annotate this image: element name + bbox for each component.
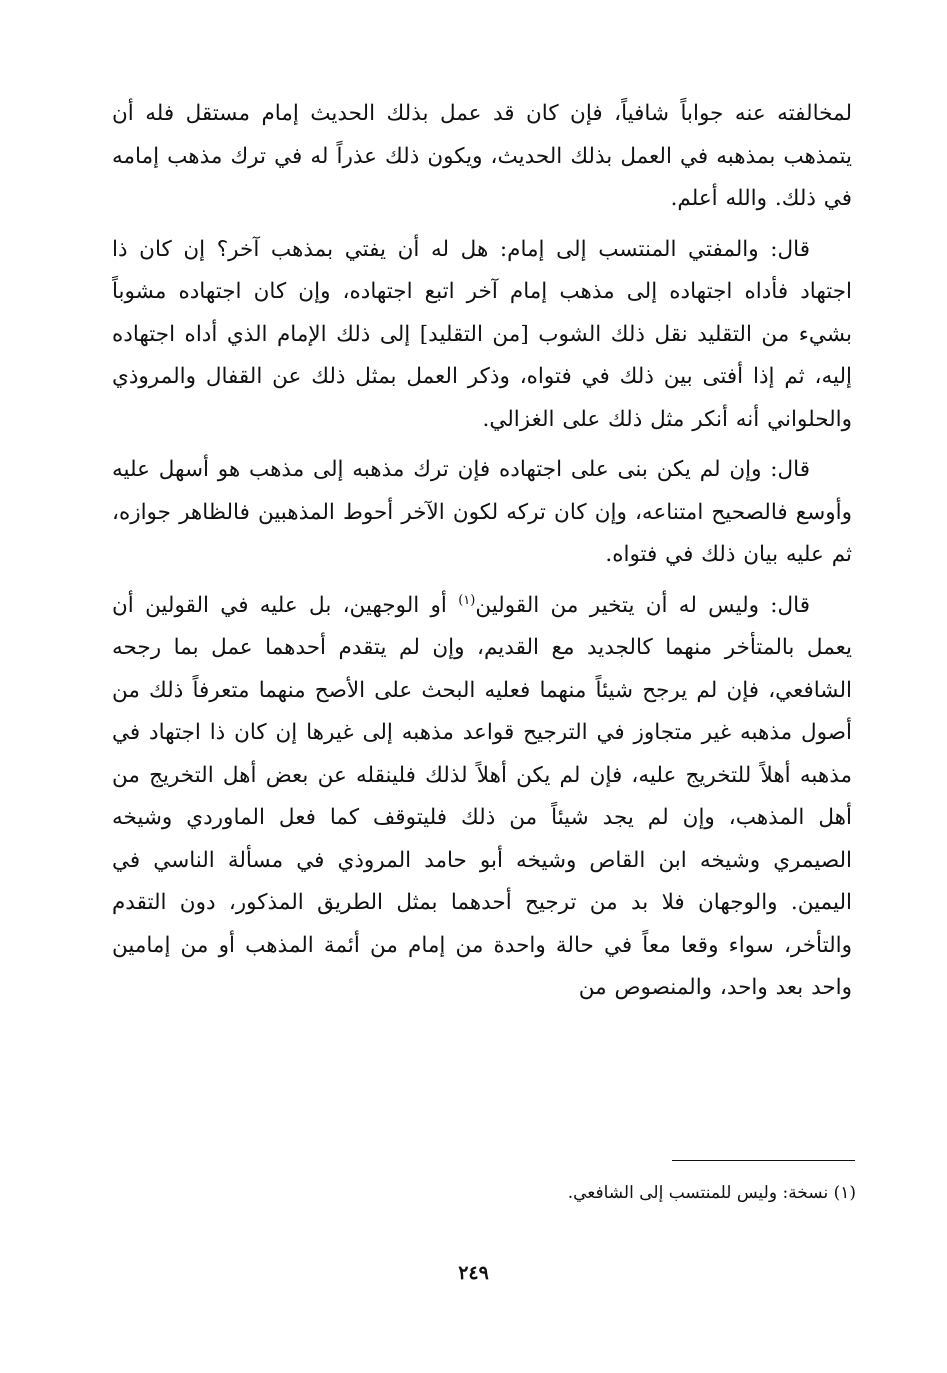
footnote: (١) نسخة: وليس للمنتسب إلى الشافعي. xyxy=(567,1183,856,1203)
page-number: ٢٤٩ xyxy=(458,1262,489,1284)
paragraph-4 xyxy=(112,585,852,1010)
main-text xyxy=(112,93,852,1018)
paragraph-4-rest: أو الوجهين، بل عليه في القولين أن يعمل بالمتأخر منهما كالجديد مع القديم، وإن لم يتقدم أحدهما عمل بما رجحه الشافعي، فإن لم يرجح شيئاً منهما فعليه البحث على الأصح منهما متعرفاً ذلك من أصول مذهبه غير متجاوز في الترجيح قواعد مذهبه إلى غيرها إن كان ذا اجتهاد في مذهبه أهلاً للتخريج عليه، فإن لم يكن أهلاً لذلك فلينقله عن بعض أهل التخريج من أهل المذهب، وإن لم يجد شيئاً من ذلك فليتوقف كما فعل الماوردي وشيخه الصيمري وشيخه ابن القاص وشيخه أبو حامد المروذي في مسألة الناسي في اليمين. والوجهان فلا بد من ترجيح أحدهما بمثل الطريق المذكور، دون التقدم والتأخر، سواء وقعا معاً في حالة واحدة من إمام من أئمة المذهب أو من إمامين واحد بعد واحد، والمنصوص من xyxy=(112,592,852,1000)
paragraph-1: لمخالفته عنه جواباً شافياً، فإن كان قد عمل بذلك الحديث إمام مستقل فله أن يتمذهب بمذهبه في العمل بذلك الحديث، ويكون ذلك عذراً له في ترك مذهب إمامه في ذلك. والله أعلم. xyxy=(112,101,852,211)
paragraph-2: قال: والمفتي المنتسب إلى إمام: هل له أن يفتي بمذهب آخر؟ إن كان ذا اجتهاد فأداه اجتهاده إلى مذهب إمام آخر اتبع اجتهاده، وإن كان اجتهاده مشوباً بشيء من التقليد نقل ذلك الشوب [من التقليد] إلى ذلك الإمام الذي أداه اجتهاده إليه، ثم إذا أفتى بين ذلك في فتواه، وذكر العمل بمثل ذلك عن القفال والمروذي والحلواني أنه أنكر مثل ذلك على الغزالي. xyxy=(112,236,852,432)
paragraph-4-start: قال: وليس له أن يتخير من القولين xyxy=(475,592,810,618)
paragraph-3: قال: وإن لم يكن بنى على اجتهاده فإن ترك مذهبه إلى مذهب هو أسهل عليه وأوسع فالصحيح امتناعه، وإن كان تركه لكون الآخر أحوط المذهبين فالظاهر جوازه، ثم عليه بيان ذلك في فتواه. xyxy=(112,457,852,567)
footnote-reference[interactable]: (١) xyxy=(458,592,476,608)
footnote-separator xyxy=(672,1160,855,1161)
